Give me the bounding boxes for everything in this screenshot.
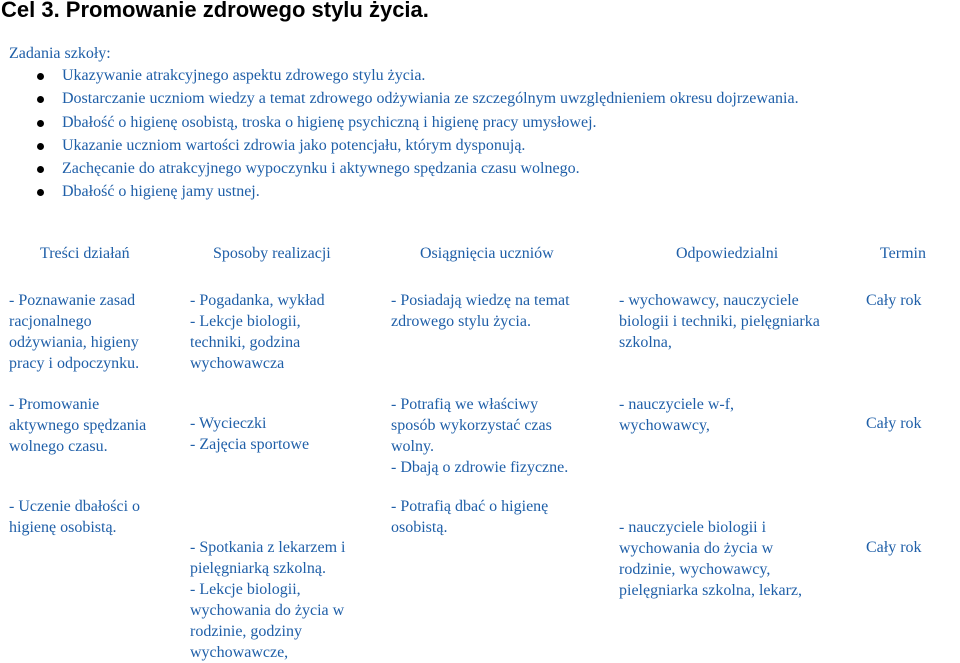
table-cell: - nauczyciele biologii i wychowania do życia w rodzinie, wychowawcy, pielęgniarka szkolna, lekarz, <box>619 519 803 599</box>
table-cell: - nauczyciele w-f, wychowawcy, <box>619 396 735 434</box>
table-cell: - wychowawcy, nauczyciele biologii i techniki, pielęgniarka szkolna, <box>619 292 820 351</box>
table-cell: - Wycieczki - Zajęcia sportowe <box>190 415 310 453</box>
list-item: Ukazywanie atrakcyjnego aspektu zdrowego stylu życia. <box>0 67 799 90</box>
table-cell: Cały rok <box>866 415 922 432</box>
table-cell: - Uczenie dbałości o higienę osobistą. <box>9 498 141 536</box>
table-cell: Cały rok <box>866 292 922 309</box>
list-item: Dostarczanie uczniom wiedzy a temat zdrowego odżywiania ze szczególnym uwzględnieniem okresu dojrzewania. <box>0 90 799 113</box>
bullet-icon <box>37 189 44 196</box>
table-header-tresci: Treści działań <box>40 245 130 262</box>
bullet-icon <box>37 166 44 173</box>
bullet-icon <box>37 96 44 103</box>
list-item: Dbałość o higienę osobistą, troska o higienę psychiczną i higienę pracy umysłowej. <box>0 114 799 137</box>
table-header-odpowiedzialni: Odpowiedzialni <box>676 245 779 262</box>
table-header-sposoby: Sposoby realizacji <box>213 245 331 262</box>
bullet-icon <box>37 120 44 127</box>
page-title: Cel 3. Promowanie zdrowego stylu życia. <box>1 0 429 22</box>
table-cell: Cały rok <box>866 539 922 556</box>
table-cell: - Promowanie aktywnego spędzania wolnego czasu. <box>9 396 147 455</box>
bullet-icon <box>37 73 44 80</box>
bullet-icon <box>37 143 44 150</box>
list-item: Dbałość o higienę jamy ustnej. <box>0 183 799 206</box>
list-item: Ukazanie uczniom wartości zdrowia jako potencjału, którym dysponują. <box>0 137 799 160</box>
table-header-termin: Termin <box>880 245 926 262</box>
tasks-list <box>0 67 799 207</box>
table-cell: - Pogadanka, wykład - Lekcje biologii, techniki, godzina wychowawcza <box>190 292 325 372</box>
table-cell: - Potrafią we właściwy sposób wykorzystać czas wolny. - Dbają o zdrowie fizyczne. <box>391 396 569 476</box>
table-cell: - Posiadają wiedzę na temat zdrowego stylu życia. <box>391 292 570 330</box>
list-item: Zachęcanie do atrakcyjnego wypoczynku i aktywnego spędzania czasu wolnego. <box>0 160 799 183</box>
table-cell: - Poznawanie zasad racjonalnego odżywiania, higieny pracy i odpoczynku. <box>9 292 140 372</box>
table-cell: - Spotkania z lekarzem i pielęgniarką szkolną. - Lekcje biologii, wychowania do życia w rodzinie, godziny wychowawcze, <box>190 539 346 661</box>
table-header-osiagniecia: Osiągnięcia uczniów <box>420 245 554 262</box>
table-cell: - Potrafią dbać o higienę osobistą. <box>391 498 549 536</box>
tasks-heading: Zadania szkoły: <box>9 45 111 62</box>
